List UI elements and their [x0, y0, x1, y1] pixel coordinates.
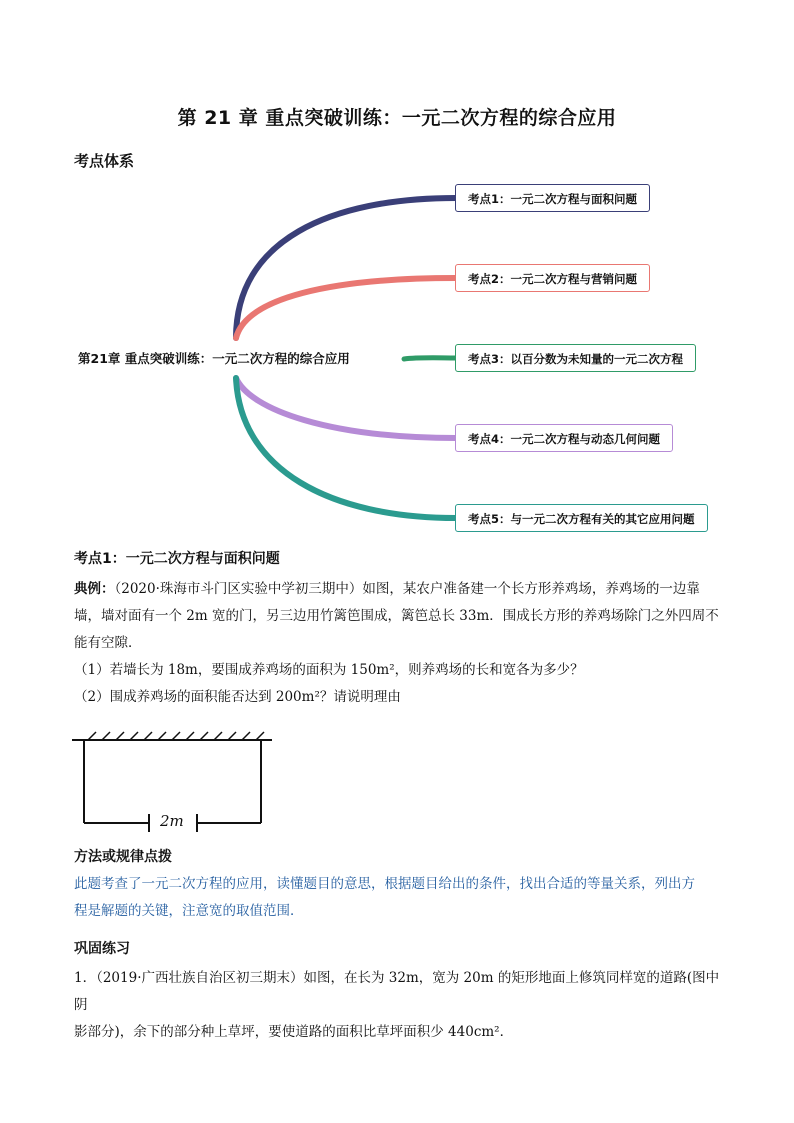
example-label: 典例： — [74, 581, 115, 597]
practice-heading: 巩固练习 — [74, 941, 130, 957]
question-1: （1）若墙长为 18m，要围成养鸡场的面积为 150m²，则养鸡场的长和宽各为多少？ — [74, 662, 584, 678]
mindmap-node-1: 考点1：一元二次方程与面积问题 — [455, 184, 650, 212]
wall-hatching — [88, 732, 264, 740]
example-line2: 墙，墙对面有一个 2m 宽的门，另三边用竹篱笆围成，篱笆总长 33m．围成长方形的养鸡场除门之外四周不 — [74, 608, 719, 624]
page-title: 第 21 章 重点突破训练：一元二次方程的综合应用 — [177, 107, 617, 129]
method-line1: 此题考查了一元二次方程的应用，读懂题目的意思，根据题目给出的条件，找出合适的等量关系，列出方 — [74, 876, 695, 892]
example-paragraph — [74, 576, 724, 711]
question-2: （2）围成养鸡场的面积能否达到 200m²？请说明理由 — [74, 689, 401, 705]
mindmap-node-4: 考点4：一元二次方程与动态几何问题 — [455, 424, 673, 452]
method-paragraph — [74, 871, 724, 925]
connector-2 — [236, 278, 456, 338]
example-line3: 能有空隙． — [74, 635, 142, 651]
practice-line2: 影部分)，余下的部分种上草坪，要使道路的面积比草坪面积少 440cm²． — [74, 1024, 514, 1040]
method-heading: 方法或规律点拨 — [74, 849, 172, 865]
door-width-label: 2m — [160, 812, 184, 830]
mindmap — [0, 170, 794, 540]
mindmap-node-5: 考点5：与一元二次方程有关的其它应用问题 — [455, 504, 708, 532]
kp1-heading: 考点1：一元二次方程与面积问题 — [74, 551, 280, 567]
section-heading: 考点体系 — [74, 152, 135, 170]
practice-paragraph — [74, 965, 724, 1046]
connector-1 — [236, 198, 456, 338]
mindmap-node-2: 考点2：一元二次方程与营销问题 — [455, 264, 650, 292]
mindmap-node-3: 考点3：以百分数为未知量的一元二次方程 — [455, 344, 696, 372]
practice-line1: 1．（2019·广西壮族自治区初三期末）如图，在长为 32m，宽为 20m 的矩形地面上修筑同样宽的道路(图中阴 — [74, 970, 720, 1013]
example-line1: （2020·珠海市斗门区实验中学初三期中）如图，某农户准备建一个长方形养鸡场，养鸡场的一边靠 — [114, 581, 700, 597]
method-line2: 程是解题的关键，注意宽的取值范围． — [74, 903, 304, 919]
connector-5 — [236, 378, 456, 518]
mindmap-root: 第21章 重点突破训练：一元二次方程的综合应用 — [78, 351, 350, 366]
coop-figure — [72, 730, 282, 840]
connector-4 — [236, 378, 456, 438]
connector-3 — [404, 358, 456, 359]
